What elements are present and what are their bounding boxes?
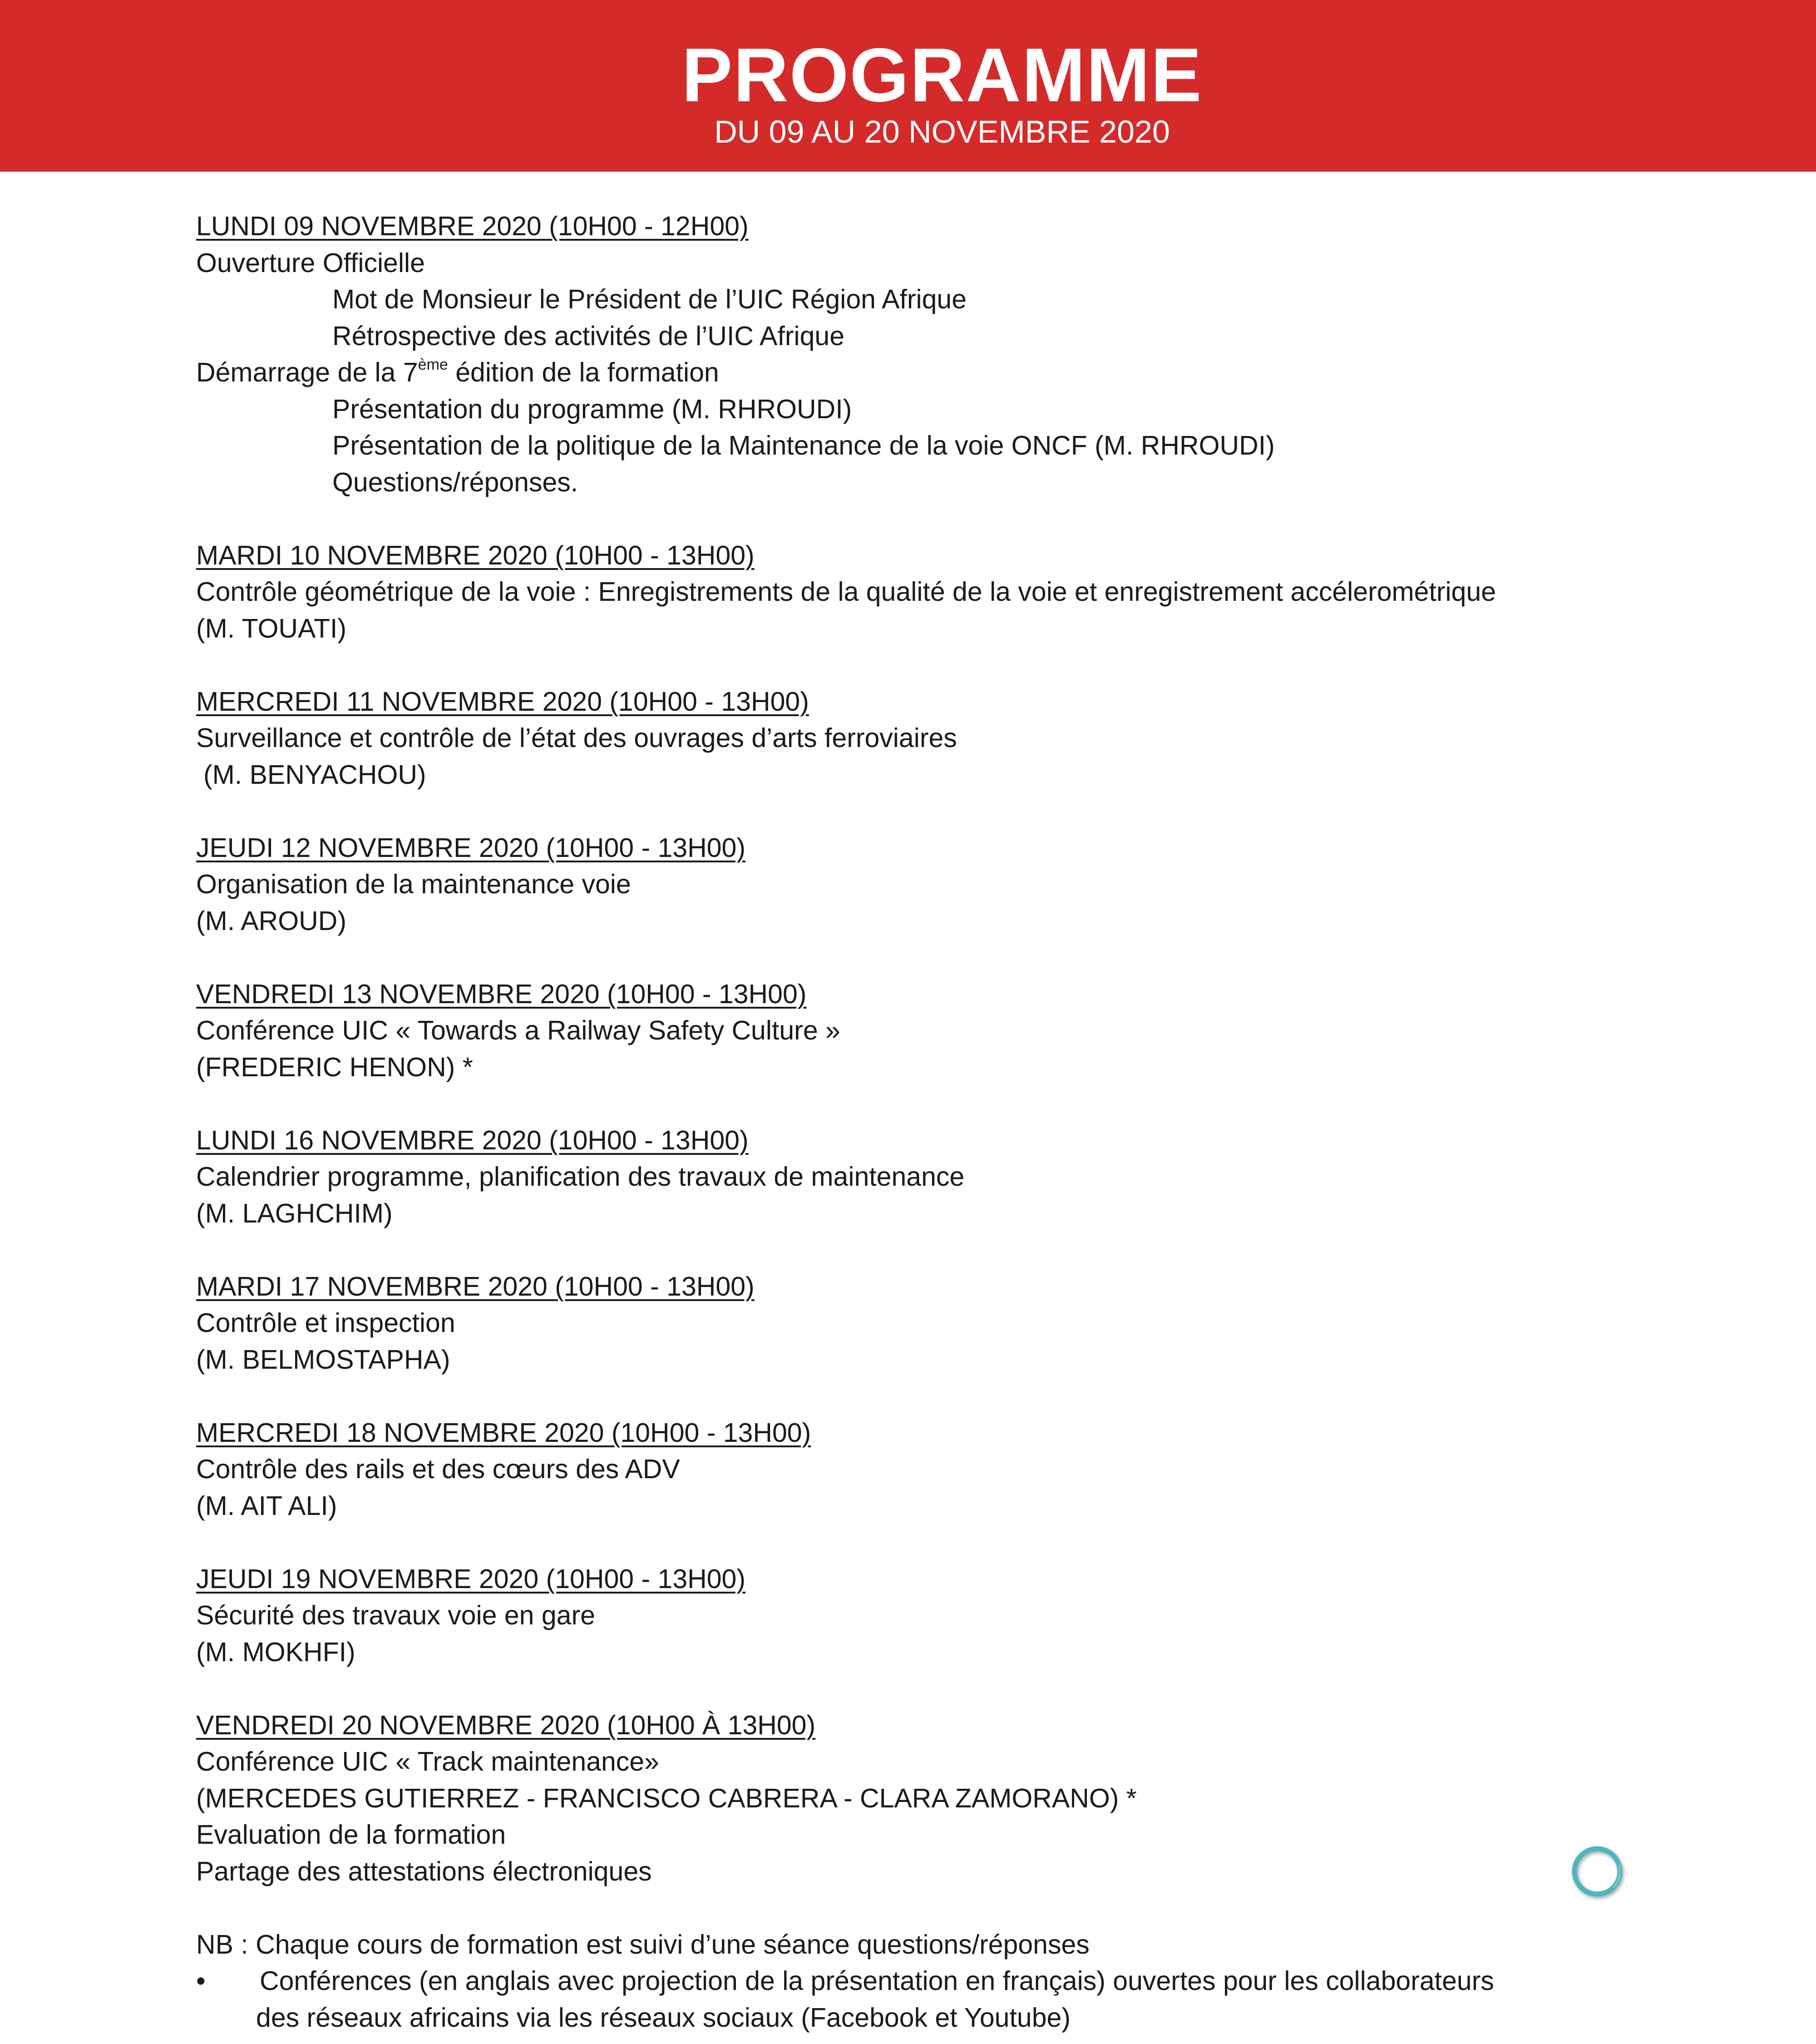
session-speaker: (M. BENYACHOU) bbox=[203, 759, 426, 790]
session-topic: Organisation de la maintenance voie bbox=[196, 869, 631, 899]
session-date: MARDI 17 NOVEMBRE 2020 (10H00 - 13H00) bbox=[196, 1271, 755, 1302]
ordinal-suffix: ème bbox=[418, 356, 448, 373]
page-subtitle: DU 09 AU 20 NOVEMBRE 2020 bbox=[714, 114, 1170, 149]
spacer bbox=[196, 1232, 1785, 1268]
session-extra: Evaluation de la formation bbox=[196, 1820, 506, 1850]
session-date: LUNDI 09 NOVEMBRE 2020 (10H00 - 12H00) bbox=[196, 211, 749, 241]
session-heading-text: édition de la formation bbox=[448, 357, 719, 387]
session-heading: Ouverture Officielle bbox=[196, 247, 425, 278]
session-date: VENDREDI 20 NOVEMBRE 2020 (10H00 À 13H00) bbox=[196, 1710, 816, 1740]
spacer bbox=[196, 647, 1785, 683]
spacer bbox=[196, 1524, 1785, 1561]
session-topic: Contrôle des rails et des cœurs des ADV bbox=[196, 1454, 680, 1484]
bullet-marker: • bbox=[196, 1966, 206, 1996]
spacer bbox=[196, 1670, 1785, 1707]
session-item: Présentation du programme (M. RHROUDI) bbox=[332, 394, 852, 424]
session-speaker: (M. AROUD) bbox=[196, 906, 347, 936]
session-item: Questions/réponses. bbox=[332, 467, 578, 497]
session-item: Rétrospective des activités de l’UIC Afrique bbox=[332, 321, 845, 351]
header-banner bbox=[0, 0, 1816, 172]
note-bullet-text: Conférences (en anglais avec projection de la présentation en français) ouvertes pour les collaborateurs bbox=[260, 1966, 1494, 1996]
session-topic: Conférence UIC « Track maintenance» bbox=[196, 1747, 659, 1777]
session-topic: Contrôle et inspection bbox=[196, 1308, 455, 1338]
nb-note: NB : Chaque cours de formation est suivi d’une séance questions/réponses bbox=[196, 1929, 1090, 1960]
session-speaker: (M. MOKHFI) bbox=[196, 1637, 355, 1667]
session-date: VENDREDI 13 NOVEMBRE 2020 (10H00 - 13H00) bbox=[196, 979, 807, 1009]
session-heading-text: Démarrage de la 7 bbox=[196, 357, 418, 387]
spacer bbox=[196, 500, 1785, 537]
spacer bbox=[196, 1890, 1785, 1926]
programme-content bbox=[196, 208, 1785, 2036]
session-date: JEUDI 12 NOVEMBRE 2020 (10H00 - 13H00) bbox=[196, 832, 746, 863]
spacer bbox=[196, 939, 1785, 976]
session-topic: Surveillance et contrôle de l’état des ouvrages d’arts ferroviaires bbox=[196, 723, 957, 753]
session-topic: Contrôle géométrique de la voie : Enregistrements de la qualité de la voie et enregistrement accélerométrique bbox=[196, 577, 1496, 607]
session-speaker: (M. TOUATI) bbox=[196, 613, 347, 643]
note-bullet-continuation: des réseaux africains via les réseaux sociaux (Facebook et Youtube) bbox=[256, 2002, 1071, 2033]
session-speaker: (FREDERIC HENON) * bbox=[196, 1052, 473, 1082]
session-topic: Calendrier programme, planification des travaux de maintenance bbox=[196, 1162, 965, 1192]
session-date: MARDI 10 NOVEMBRE 2020 (10H00 - 13H00) bbox=[196, 540, 755, 570]
session-date: MERCREDI 11 NOVEMBRE 2020 (10H00 - 13H00) bbox=[196, 686, 809, 717]
session-date: LUNDI 16 NOVEMBRE 2020 (10H00 - 13H00) bbox=[196, 1125, 749, 1155]
spacer bbox=[196, 1378, 1785, 1415]
session-date: JEUDI 19 NOVEMBRE 2020 (10H00 - 13H00) bbox=[196, 1564, 746, 1594]
session-item: Présentation de la politique de la Maintenance de la voie ONCF (M. RHROUDI) bbox=[332, 431, 1275, 460]
session-heading bbox=[196, 354, 1785, 391]
spacer bbox=[196, 1085, 1785, 1122]
session-speaker: (MERCEDES GUTIERREZ - FRANCISCO CABRERA - CLARA ZAMORANO) * bbox=[196, 1783, 1137, 1813]
session-speaker: (M. AIT ALI) bbox=[196, 1490, 337, 1521]
session-item: Mot de Monsieur le Président de l’UIC Région Afrique bbox=[332, 284, 967, 314]
session-topic: Conférence UIC « Towards a Railway Safety Culture » bbox=[196, 1015, 840, 1045]
note-bullet-item bbox=[196, 1963, 1785, 1999]
session-topic: Sécurité des travaux voie en gare bbox=[196, 1600, 595, 1630]
session-extra: Partage des attestations électroniques bbox=[196, 1856, 652, 1886]
page-title: PROGRAMME bbox=[681, 32, 1203, 118]
session-date: MERCREDI 18 NOVEMBRE 2020 (10H00 - 13H00) bbox=[196, 1417, 811, 1448]
loading-ring-icon bbox=[1569, 1843, 1628, 1902]
session-speaker: (M. BELMOSTAPHA) bbox=[196, 1344, 450, 1375]
spacer bbox=[196, 793, 1785, 830]
session-speaker: (M. LAGHCHIM) bbox=[196, 1198, 393, 1228]
